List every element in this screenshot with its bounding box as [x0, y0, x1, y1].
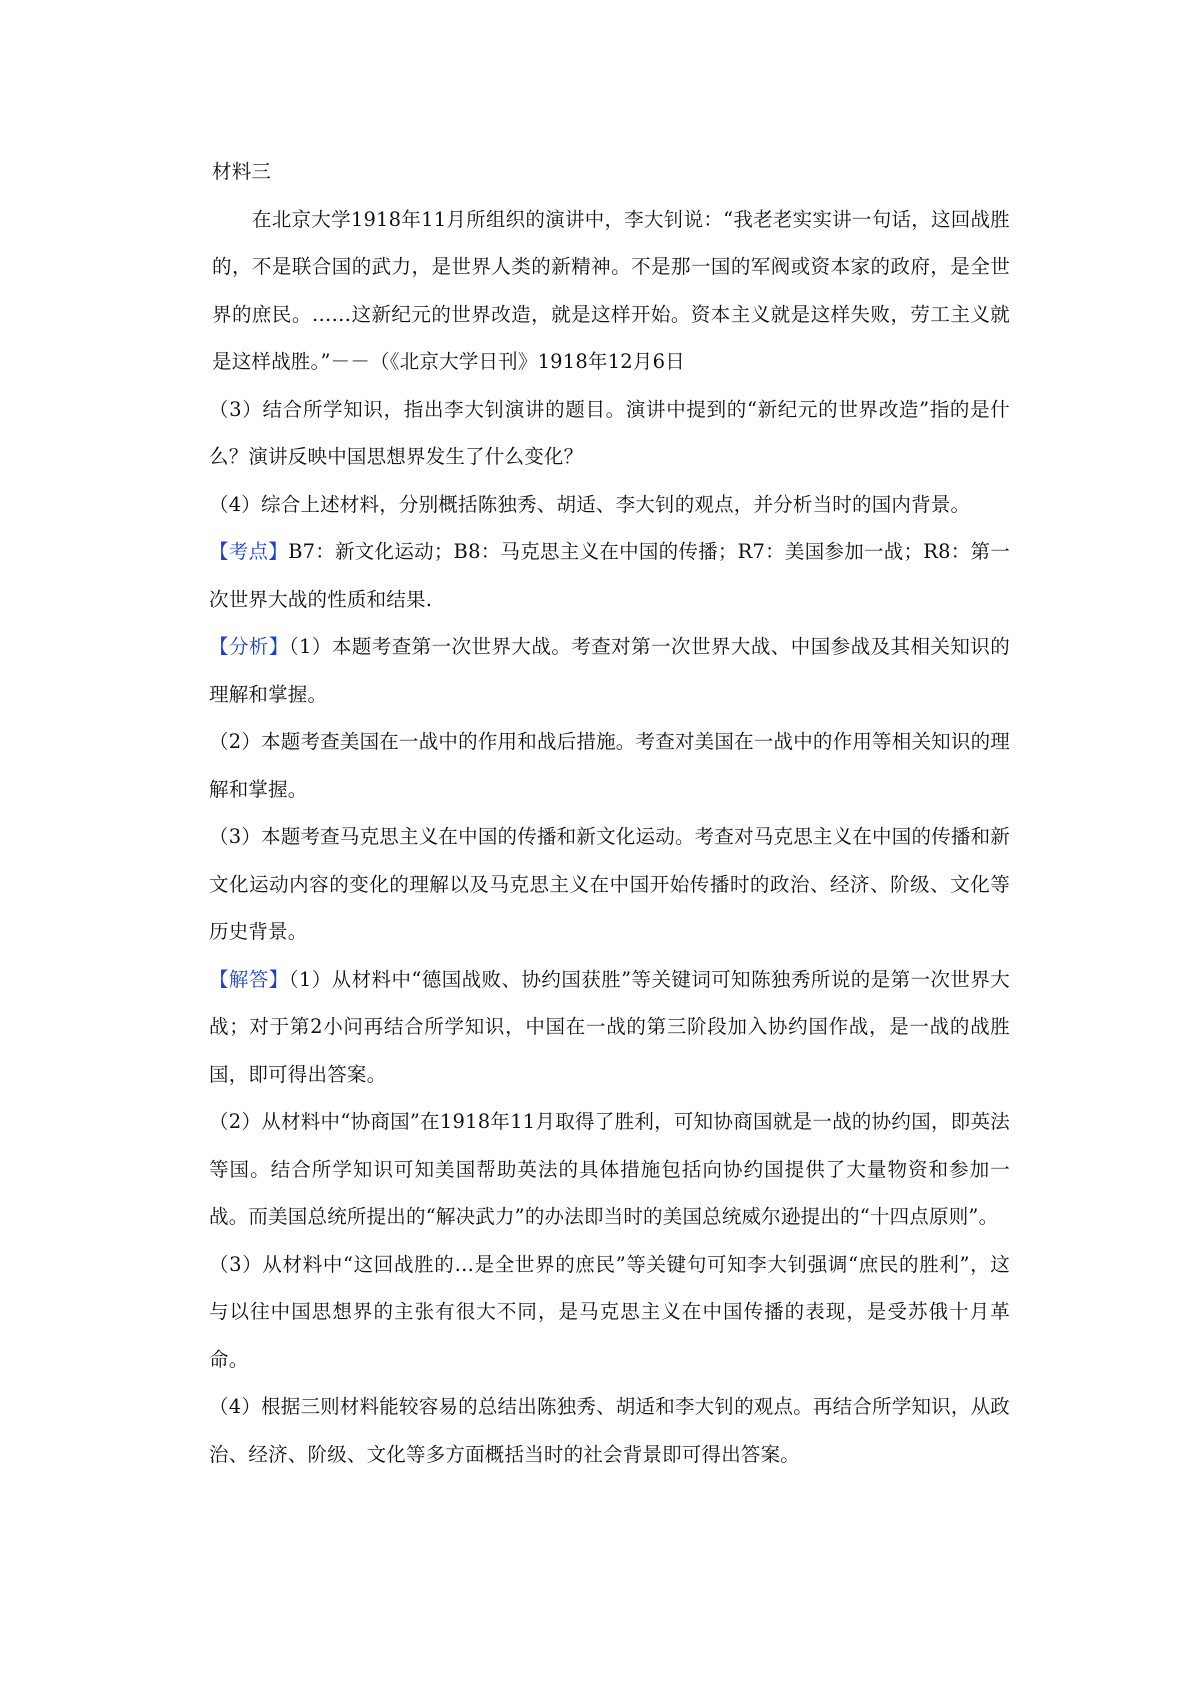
- fenxi-section: [209, 623, 1010, 718]
- material-text: 在北京大学1918年11月所组织的演讲中，李大钊说：“我老老实实讲一句话，这回战胜的，不是联合国的武力，是世界人类的新精神。不是那一国的军阀或资本家的政府，是全世界的庶民。……这新纪元的世界改造，就是这样开始。资本主义就是这样失败，劳工主义就是这样战胜。”－－（《北京大学日刊》1918年12月6日: [212, 207, 1010, 373]
- jieda-text-2: （2）从材料中“协商国”在1918年11月取得了胜利，可知协商国就是一战的协约国，即英法等国。结合所学知识可知美国帮助英法的具体措施包括向协约国提供了大量物资和参加一战。而美国总统所提出的“解决武力”的办法即当时的美国总统威尔逊提出的“十四点原则”。: [209, 1110, 1010, 1228]
- kaodian-text: B7：新文化运动；B8：马克思主义在中国的传播；R7：美国参加一战；R8：第一次世界大战的性质和结果.: [209, 540, 1010, 611]
- jieda-text-1: （1）从材料中“德国战败、协约国获胜”等关键词可知陈独秀所说的是第一次世界大战；对于第2小问再结合所学知识，中国在一战的第三阶段加入协约国作战，是一战的战胜国，即可得出答案。: [209, 967, 1010, 1086]
- jieda-text-3: （3）从材料中“这回战胜的…是全世界的庶民”等关键句可知李大钊强调“庶民的胜利”，这与以往中国思想界的主张有很大不同，是马克思主义在中国传播的表现，是受苏俄十月革命。: [209, 1252, 1010, 1371]
- material-heading: 材料三: [212, 160, 272, 183]
- fenxi-text-3: （3）本题考查马克思主义在中国的传播和新文化运动。考查对马克思主义在中国的传播和新文化运动内容的变化的理解以及马克思主义在中国开始传播时的政治、经济、阶级、文化等历史背景。: [209, 825, 1010, 943]
- fenxi-text-2: （2）本题考查美国在一战中的作用和战后措施。考查对美国在一战中的作用等相关知识的理解和掌握。: [209, 730, 1010, 801]
- jieda-text-4: （4）根据三则材料能较容易的总结出陈独秀、胡适和李大钊的观点。再结合所学知识，从政治、经济、阶级、文化等多方面概括当时的社会背景即可得出答案。: [209, 1395, 1010, 1466]
- question-4: （4）综合上述材料，分别概括陈独秀、胡适、李大钊的观点，并分析当时的国内背景。: [209, 492, 971, 516]
- kaodian-tag: 【考点】: [209, 540, 289, 563]
- question-3: （3）结合所学知识，指出李大钊演讲的题目。演讲中提到的“新纪元的世界改造”指的是什么？演讲反映中国思想界发生了什么变化？: [209, 397, 1010, 468]
- jieda-tag: 【解答】: [209, 967, 289, 991]
- kaodian-section: [209, 528, 1010, 623]
- fenxi-tag: 【分析】: [209, 635, 289, 658]
- fenxi-text-1: （1）本题考查第一次世界大战。考查对第一次世界大战、中国参战及其相关知识的理解和掌握。: [209, 635, 1010, 706]
- jieda-section: [209, 956, 1010, 1099]
